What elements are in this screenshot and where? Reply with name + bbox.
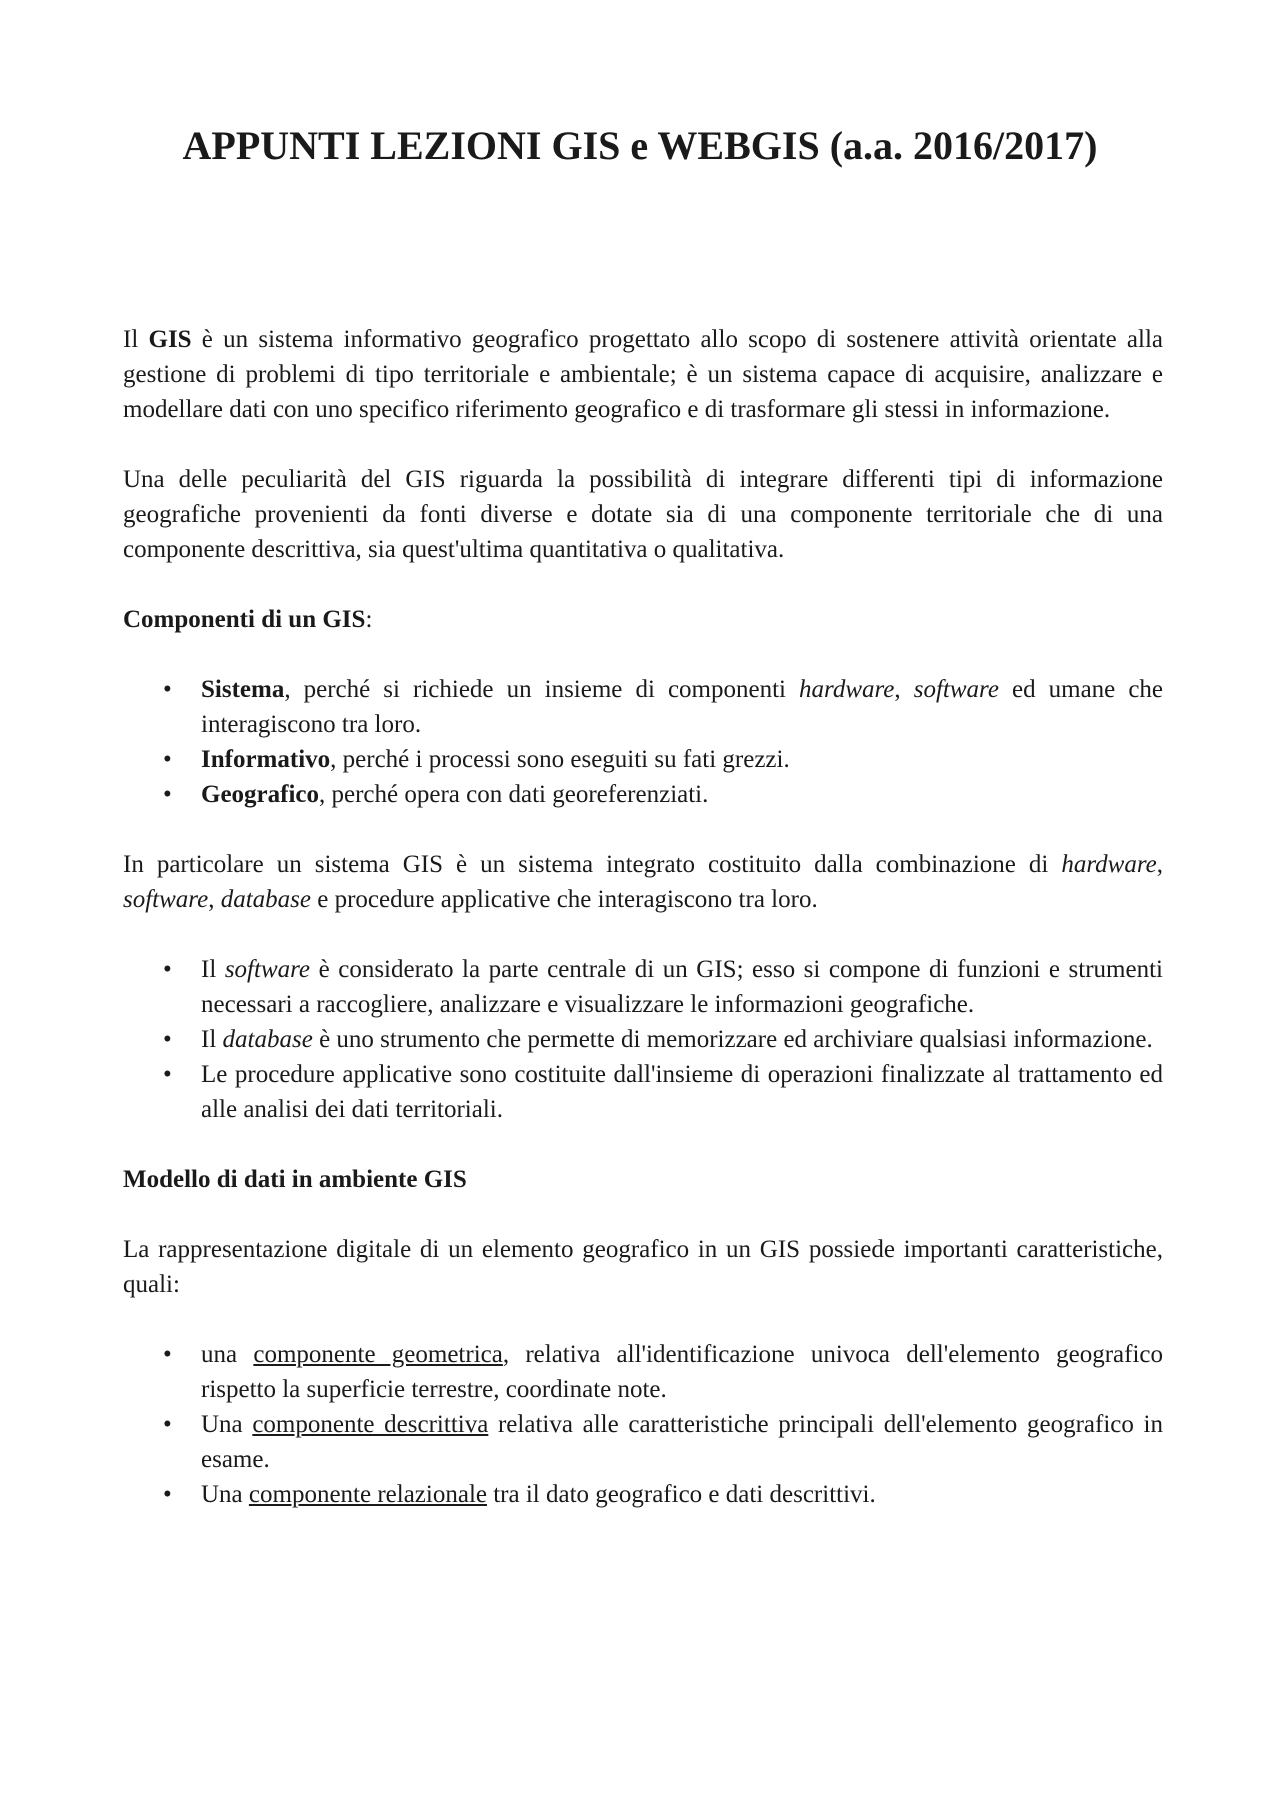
particolare-paragraph <box>123 847 1163 917</box>
list-item <box>123 777 1163 812</box>
item-text: Una <box>201 1411 253 1438</box>
intro-p1-text-b: è un sistema informativo geografico progettato allo scopo di sostenere attività orientate alla gestione di problemi di tipo territoriale e ambientale; è un sistema capace di acquisire, analizzare e modellare dati con uno specifico riferimento geografico e di trasformare gli stessi in informazione. <box>123 326 1163 423</box>
componenti-heading-text: Componenti di un GIS <box>123 606 366 633</box>
list-item <box>123 1337 1163 1407</box>
particolare-text: e procedure applicative che interagiscono tra loro. <box>310 886 818 913</box>
intro-p1-gis-bold: GIS <box>148 326 192 353</box>
bullet-icon: • <box>163 676 172 703</box>
item-bold: Sistema <box>201 676 285 703</box>
item-text: ed umane che interagiscono tra loro. <box>201 676 1164 738</box>
item-underlined: componente descrittiva <box>252 1411 489 1438</box>
dettagli-list <box>123 952 1163 1127</box>
componenti-heading <box>123 602 1163 637</box>
bullet-icon: • <box>163 956 172 983</box>
item-text: , perché si richiede un insieme di componenti <box>284 676 800 703</box>
item-bold: Informativo <box>201 746 331 773</box>
item-text: Il <box>201 956 225 983</box>
list-item <box>123 1407 1163 1477</box>
list-item <box>123 1057 1163 1127</box>
item-bold: Geografico <box>201 781 320 808</box>
intro-p1-text-a: Il <box>123 326 149 353</box>
item-text: Le procedure applicative sono costituite dall'insieme di operazioni finalizzate al trattamento ed alle analisi dei dati territoriali. <box>201 1061 1163 1123</box>
item-text: Una <box>201 1481 249 1508</box>
bullet-icon: • <box>163 1411 172 1438</box>
item-text: è considerato la parte centrale di un GIS; esso si compone di funzioni e strumenti necessari a raccogliere, analizzare e visualizzare le informazioni geografiche. <box>201 956 1163 1018</box>
bullet-icon: • <box>163 746 172 773</box>
document-body <box>123 322 1163 1512</box>
particolare-text: , <box>1156 851 1163 878</box>
item-text: relativa alle caratteristiche principali dell'elemento geografico in esame. <box>201 1411 1163 1473</box>
componenti-heading-colon: : <box>365 606 373 633</box>
modello-intro: La rappresentazione digitale di un elemento geografico in un GIS possiede importanti caratteristiche, quali: <box>123 1236 1163 1298</box>
particolare-italic: software <box>123 886 209 913</box>
item-text: tra il dato geografico e dati descrittivi. <box>486 1481 876 1508</box>
document-title: APPUNTI LEZIONI GIS e WEBGIS (a.a. 2016/2017) <box>182 123 1098 168</box>
particolare-text: , <box>208 886 221 913</box>
intro-paragraph-1 <box>123 322 1163 427</box>
particolare-text: In particolare un sistema GIS è un sistema integrato costituito dalla combinazione di <box>123 851 1062 878</box>
modello-heading: Modello di dati in ambiente GIS <box>123 1166 467 1193</box>
item-text: , relativa all'identificazione univoca dell'elemento geografico rispetto la superficie terrestre, coordinate note. <box>201 1341 1163 1403</box>
list-item <box>123 1477 1163 1512</box>
list-item <box>123 672 1163 742</box>
bullet-icon: • <box>163 1481 172 1508</box>
item-italic: database <box>222 1026 313 1053</box>
item-italic: software <box>913 676 999 703</box>
item-underlined: componente relazionale <box>248 1481 487 1508</box>
particolare-italic: hardware <box>1061 851 1157 878</box>
item-underlined: componente geometrica <box>253 1341 503 1368</box>
list-item <box>123 742 1163 777</box>
componenti-list <box>123 672 1163 812</box>
bullet-icon: • <box>163 1341 172 1368</box>
particolare-italic: database <box>220 886 311 913</box>
bullet-icon: • <box>163 781 172 808</box>
item-text: , perché i processi sono eseguiti su fati grezzi. <box>330 746 790 773</box>
intro-paragraph-2: Una delle peculiarità del GIS riguarda la possibilità di integrare differenti tipi di informazione geografiche provenienti da fonti diverse e dotate sia di una componente territoriale che di una componente descrittiva, sia quest'ultima quantitativa o qualitativa. <box>123 466 1163 563</box>
bullet-icon: • <box>163 1026 172 1053</box>
list-item <box>123 952 1163 1022</box>
item-text: è uno strumento che permette di memorizzare ed archiviare qualsiasi informazione. <box>312 1026 1153 1053</box>
item-italic: hardware <box>799 676 895 703</box>
item-italic: software <box>224 956 311 983</box>
bullet-icon: • <box>163 1061 172 1088</box>
item-text: Il <box>201 1026 223 1053</box>
modello-list <box>123 1337 1163 1512</box>
item-text: una <box>201 1341 254 1368</box>
item-text: , perché opera con dati georeferenziati. <box>319 781 709 808</box>
item-text: , <box>894 676 914 703</box>
list-item <box>123 1022 1163 1057</box>
